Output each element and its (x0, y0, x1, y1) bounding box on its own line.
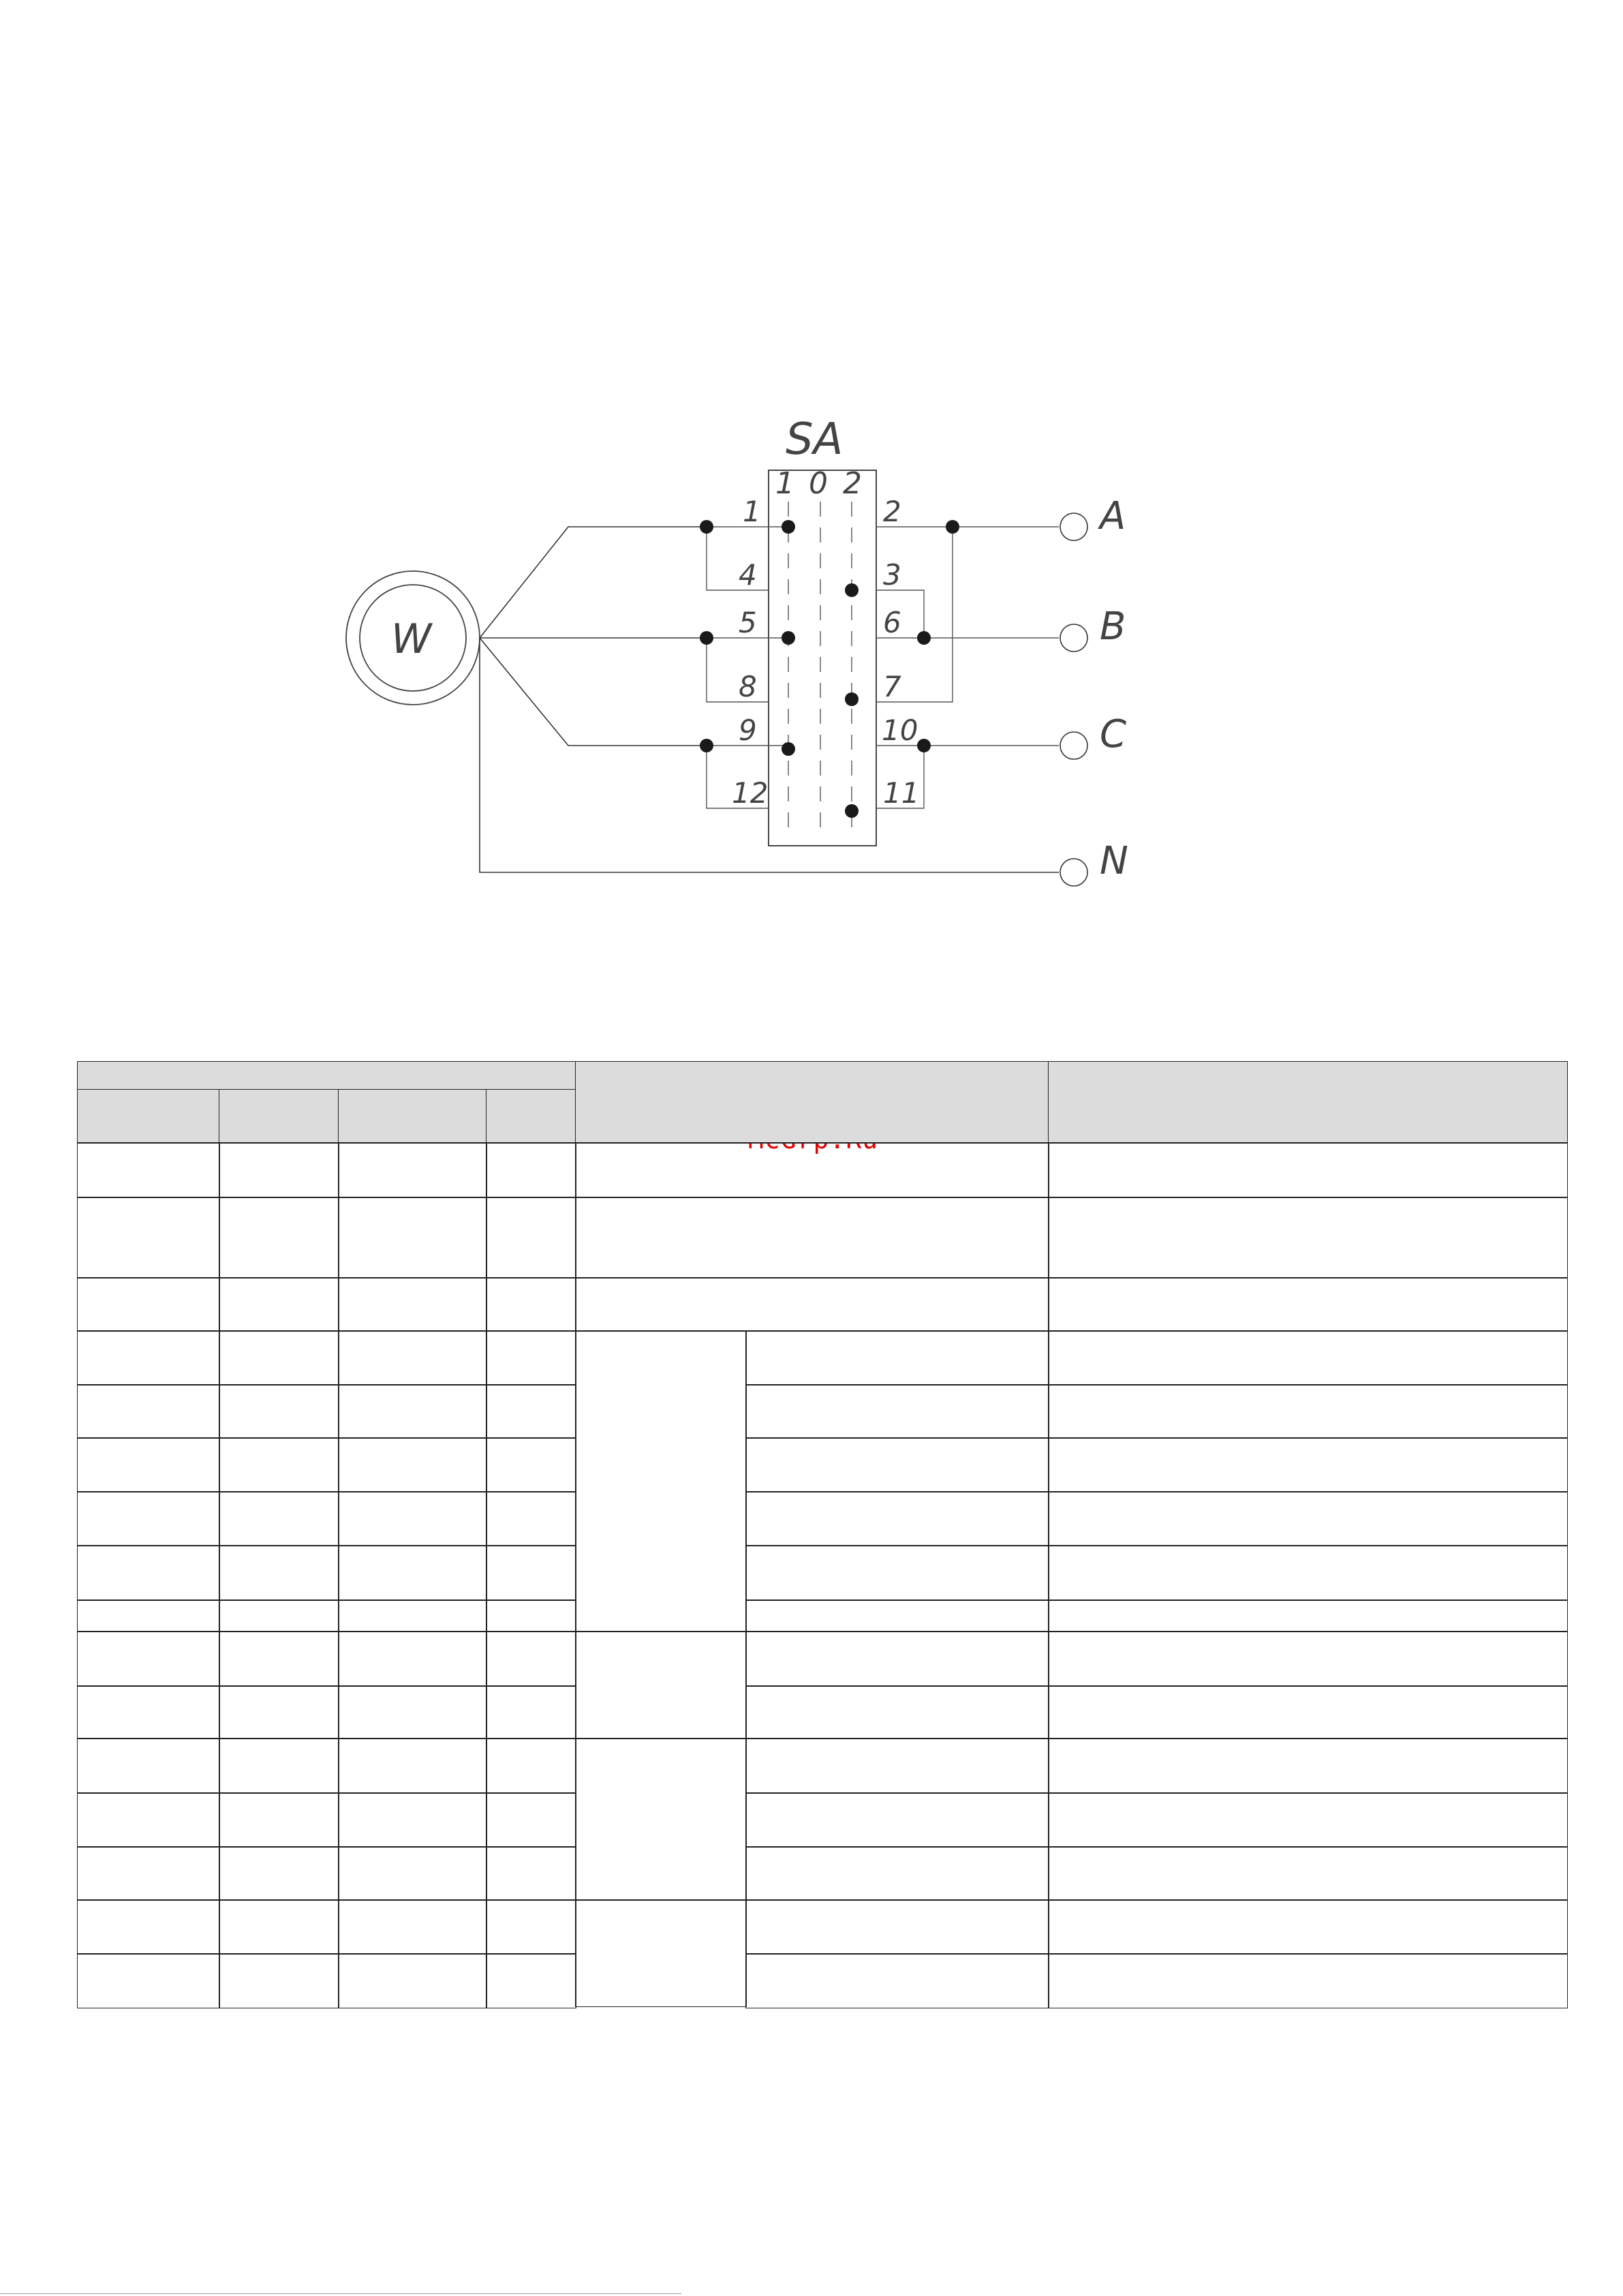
junction-dot (700, 631, 713, 645)
neutral-wire (480, 638, 1059, 872)
table-cell (745, 1953, 1049, 2008)
junction-dot (917, 631, 931, 645)
table-cell (486, 1953, 576, 2008)
table-cell (219, 1142, 339, 1198)
table-cell (77, 1599, 220, 1632)
table-merged-cell (575, 1631, 747, 1739)
contact-dot (782, 520, 795, 534)
phase-a-input-wire (480, 527, 707, 638)
table-cell (77, 1384, 220, 1439)
phase-c-input-wire (480, 638, 707, 746)
junction-dot (917, 739, 931, 752)
terminal-a (1060, 513, 1087, 540)
table-header-group (77, 1061, 576, 1090)
table-cell (1048, 1142, 1568, 1198)
contact-label-11: 11 (883, 776, 920, 810)
table-cell (77, 1437, 220, 1493)
table-cell (486, 1599, 576, 1632)
table-cell (77, 1899, 220, 1955)
table-cell (77, 1491, 220, 1546)
contact-dot (845, 804, 859, 818)
table-header-cell (1048, 1061, 1568, 1144)
contact-dot (845, 692, 859, 706)
table-merged-cell (575, 1738, 747, 1901)
table-cell (486, 1437, 576, 1493)
contact-label-2: 2 (883, 495, 901, 528)
wire-left-4 (707, 527, 769, 590)
table-cell (745, 1330, 1049, 1386)
table-cell (745, 1631, 1049, 1687)
table-cell (1048, 1330, 1568, 1386)
table-header-cell (77, 1089, 220, 1144)
table-cell (338, 1330, 487, 1386)
terminal-c (1060, 732, 1087, 759)
table-cell (486, 1330, 576, 1386)
table-cell (1048, 1685, 1568, 1739)
contact-label-5: 5 (739, 606, 757, 639)
contact-label-6: 6 (883, 606, 901, 639)
table-header-cell (219, 1089, 339, 1144)
table-cell (338, 1384, 487, 1439)
contact-label-3: 3 (883, 558, 901, 592)
table-cell (1048, 1953, 1568, 2008)
contact-dot (782, 631, 795, 645)
table-cell (219, 1437, 339, 1493)
table-merged-cell (575, 1899, 747, 2007)
table-cell (77, 1277, 220, 1332)
table-cell (486, 1899, 576, 1955)
table-cell (486, 1792, 576, 1848)
contact-label-12: 12 (732, 776, 769, 810)
junction-dot (700, 520, 713, 534)
table-cell (338, 1599, 487, 1632)
table-cell (219, 1899, 339, 1955)
table-cell (1048, 1631, 1568, 1687)
junction-dot (700, 739, 713, 752)
table-cell (575, 1142, 1049, 1198)
table-cell (219, 1738, 339, 1794)
table-cell (219, 1545, 339, 1601)
table-cell (1048, 1491, 1568, 1546)
table-cell (219, 1846, 339, 1901)
junction-dot (946, 520, 959, 534)
table-cell (1048, 1846, 1568, 1901)
contact-label-9: 9 (739, 714, 757, 747)
table-cell (486, 1277, 576, 1332)
contact-label-1: 1 (743, 495, 761, 528)
table-cell (745, 1846, 1049, 1901)
terminal-b (1060, 624, 1087, 652)
switch-position-1: 1 (775, 466, 794, 501)
table-cell (486, 1491, 576, 1546)
table-cell (77, 1330, 220, 1386)
table-cell (486, 1545, 576, 1601)
table-cell (338, 1197, 487, 1279)
output-label-n: N (1100, 839, 1128, 883)
table-cell (77, 1142, 220, 1198)
table-cell (338, 1491, 487, 1546)
terminal-n (1060, 859, 1087, 886)
table-cell (338, 1899, 487, 1955)
table-cell (1048, 1599, 1568, 1632)
table-cell (77, 1685, 220, 1739)
table-cell (219, 1384, 339, 1439)
table-cell (486, 1631, 576, 1687)
meter-label: W (391, 615, 432, 663)
table-cell (745, 1491, 1049, 1546)
switch-label: SA (786, 414, 844, 465)
table-cell (219, 1197, 339, 1279)
switch-position-2: 2 (843, 466, 862, 501)
table-cell (219, 1631, 339, 1687)
table-cell (486, 1384, 576, 1439)
table-cell (219, 1330, 339, 1386)
table-cell (338, 1792, 487, 1848)
contact-label-4: 4 (739, 558, 757, 592)
table-merged-cell (575, 1330, 747, 1632)
table-cell (1048, 1437, 1568, 1493)
table-cell (338, 1685, 487, 1739)
table-cell (745, 1738, 1049, 1794)
table-cell (219, 1953, 339, 2008)
table-cell (1048, 1792, 1568, 1848)
wire-left-8 (707, 638, 769, 702)
table-cell (1048, 1899, 1568, 1955)
table-cell (1048, 1277, 1568, 1332)
table-cell (745, 1792, 1049, 1848)
switch-position-0: 0 (809, 466, 828, 501)
table-cell (745, 1545, 1049, 1601)
table-cell (77, 1953, 220, 2008)
empty-table (77, 1061, 1568, 2007)
table-cell (486, 1738, 576, 1794)
page-bottom-rule (0, 2293, 681, 2294)
table-cell (77, 1846, 220, 1901)
output-label-c: C (1100, 712, 1127, 756)
table-cell (338, 1738, 487, 1794)
table-cell (77, 1197, 220, 1279)
wiring-diagram (0, 0, 1623, 968)
table-cell (338, 1277, 487, 1332)
table-cell (338, 1846, 487, 1901)
table-cell (77, 1738, 220, 1794)
contact-label-7: 7 (883, 670, 901, 703)
table-cell (486, 1142, 576, 1198)
table-cell (745, 1899, 1049, 1955)
table-cell (486, 1685, 576, 1739)
table-cell (338, 1953, 487, 2008)
table-cell (486, 1846, 576, 1901)
contact-label-8: 8 (739, 670, 757, 703)
table-cell (575, 1197, 1049, 1279)
table-cell (219, 1685, 339, 1739)
table-cell (219, 1599, 339, 1632)
table-cell (745, 1384, 1049, 1439)
contact-dot (845, 583, 859, 597)
output-label-b: B (1100, 604, 1126, 649)
table-cell (219, 1277, 339, 1332)
table-cell (338, 1545, 487, 1601)
table-cell (219, 1491, 339, 1546)
table-cell (1048, 1384, 1568, 1439)
table-cell (338, 1437, 487, 1493)
table-cell (1048, 1545, 1568, 1601)
table-cell (77, 1792, 220, 1848)
table-cell (745, 1599, 1049, 1632)
table-cell (745, 1685, 1049, 1739)
table-cell (77, 1631, 220, 1687)
contact-dot (782, 742, 795, 756)
table-header-cell (338, 1089, 487, 1144)
output-label-a: A (1100, 494, 1126, 538)
table-cell (219, 1792, 339, 1848)
table-header-cell (486, 1089, 576, 1144)
table-cell (486, 1197, 576, 1279)
table-cell (338, 1142, 487, 1198)
table-header-cell (575, 1061, 1049, 1144)
table-cell (338, 1631, 487, 1687)
table-cell (745, 1437, 1049, 1493)
table-cell (575, 1277, 1049, 1332)
table-cell (1048, 1197, 1568, 1279)
contact-label-10: 10 (882, 714, 918, 747)
table-cell (77, 1545, 220, 1601)
table-cell (1048, 1738, 1568, 1794)
